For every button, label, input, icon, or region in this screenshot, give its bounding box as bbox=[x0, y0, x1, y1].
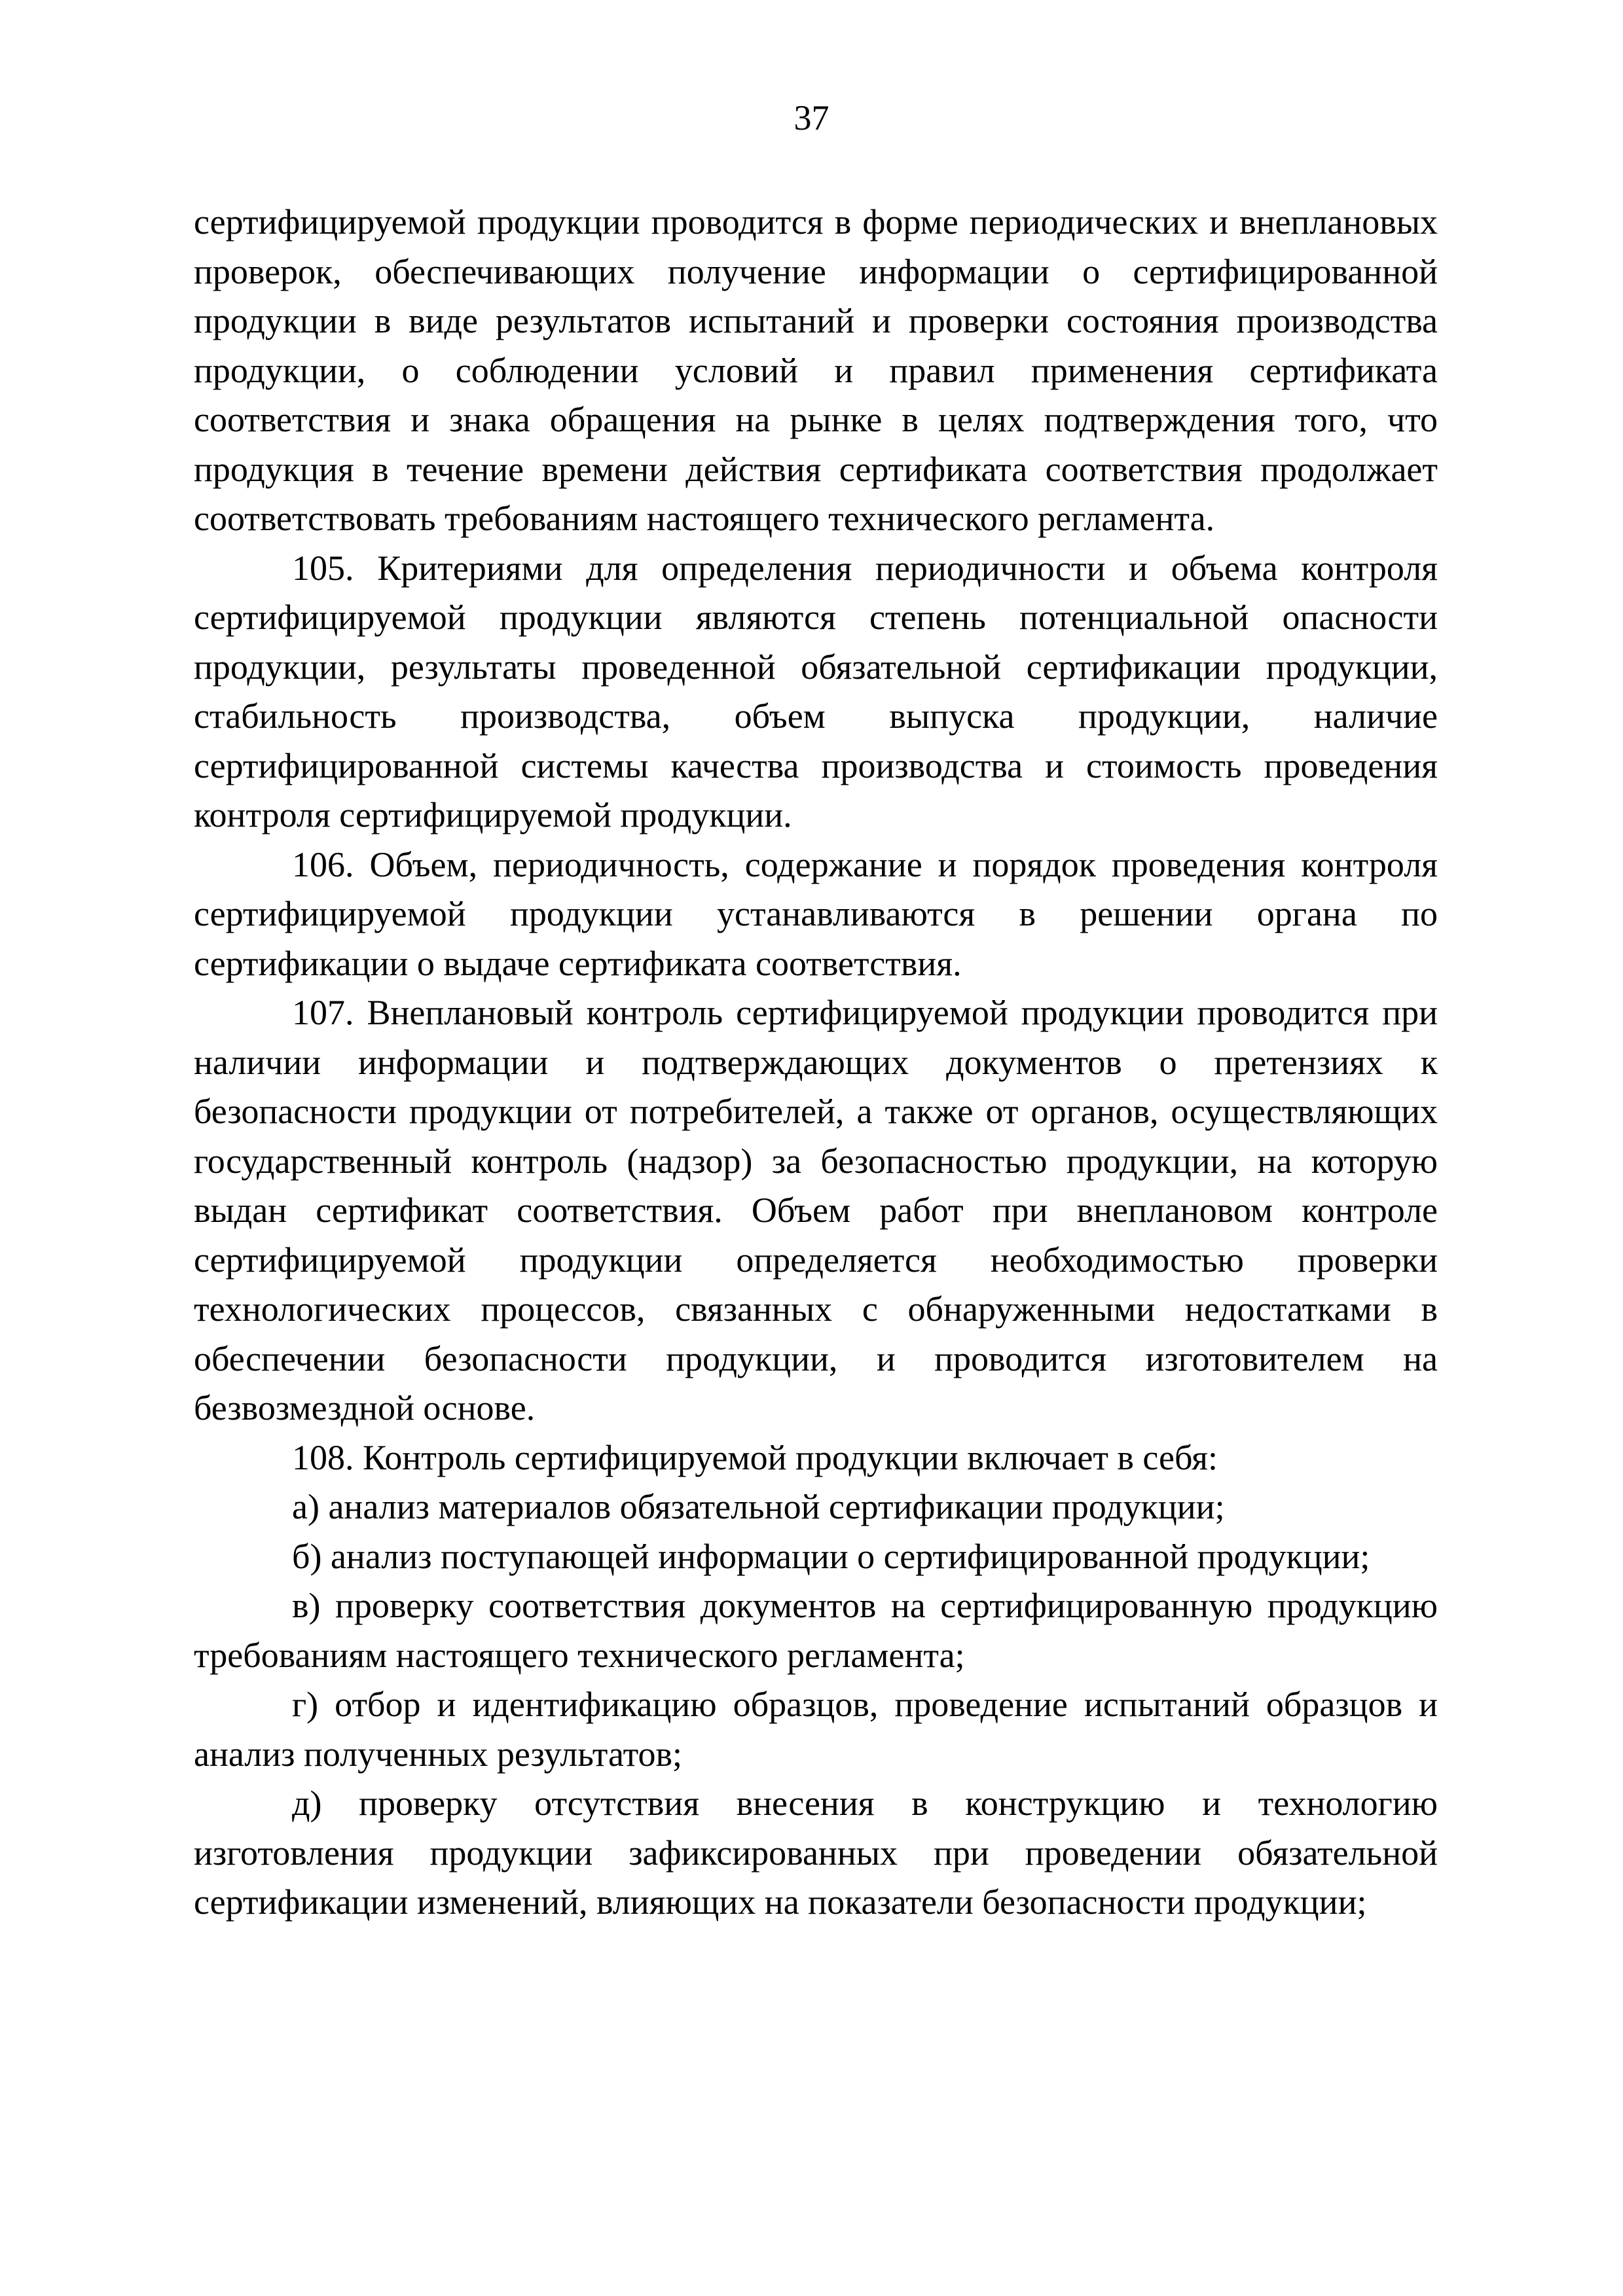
paragraph-105 bbox=[194, 544, 1438, 840]
list-item-marker: а) bbox=[292, 1487, 319, 1526]
paragraph-number: 106. bbox=[292, 844, 354, 884]
list-item-d bbox=[194, 1779, 1438, 1928]
list-item-a bbox=[194, 1482, 1438, 1532]
list-item-marker: г) bbox=[292, 1685, 319, 1724]
list-item-marker: б) bbox=[292, 1536, 322, 1576]
paragraph-number: 105. bbox=[292, 548, 354, 588]
document-body bbox=[194, 198, 1438, 1928]
page-number: 37 bbox=[793, 98, 830, 137]
list-item-v bbox=[194, 1581, 1438, 1680]
list-item-text: анализ поступающей информации о сертифицированной продукции; bbox=[330, 1536, 1370, 1576]
paragraph-108 bbox=[194, 1433, 1438, 1483]
list-item-marker: в) bbox=[292, 1586, 321, 1625]
list-item-text: проверку соответствия документов на сертифицированную продукцию требованиям настоящего технического регламента; bbox=[194, 1586, 1438, 1675]
list-item-text: анализ материалов обязательной сертификации продукции; bbox=[328, 1487, 1225, 1526]
list-item-text: отбор и идентификацию образцов, проведение испытаний образцов и анализ полученных результатов; bbox=[194, 1685, 1438, 1774]
paragraph-106 bbox=[194, 840, 1438, 989]
paragraph-number: 108. bbox=[292, 1437, 354, 1477]
paragraph-number: 107. bbox=[292, 993, 354, 1032]
list-item-text: проверку отсутствия внесения в конструкцию и технологию изготовления продукции зафиксированных при проведении обязательной сертификации изменений, влияющих на показатели безопасности продукции; bbox=[194, 1784, 1438, 1922]
paragraph-text: сертифицируемой продукции проводится в форме периодических и внеплановых проверок, обеспечивающих получение информации о сертифицированной продукции в виде результатов испытаний и проверки состояния производства продукции, о соблюдении условий и правил применения сертификата соответствия и знака обращения на рынке в целях подтверждения того, что продукция в течение времени действия сертификата соответствия продолжает соответствовать требованиям настоящего технического регламента. bbox=[194, 202, 1438, 538]
paragraph-107 bbox=[194, 988, 1438, 1433]
paragraph-continuation bbox=[194, 198, 1438, 544]
list-item-g bbox=[194, 1680, 1438, 1779]
paragraph-text: Критериями для определения периодичности и объема контроля сертифицируемой продукции являются степень потенциальной опасности продукции, результаты проведенной обязательной сертификации продукции, стабильность производства, объем выпуска продукции, наличие сертифицированной системы качества производства и стоимость проведения контроля сертифицируемой продукции. bbox=[194, 548, 1438, 834]
paragraph-text: Контроль сертифицируемой продукции включает в себя: bbox=[363, 1437, 1218, 1477]
list-item-b bbox=[194, 1532, 1438, 1582]
paragraph-text: Внеплановый контроль сертифицируемой продукции проводится при наличии информации и подтверждающих документов о претензиях к безопасности продукции от потребителей, а также от органов, осуществляющих государственный контроль (надзор) за безопасностью продукции, на которую выдан сертификат соответствия. Объем работ при внеплановом контроле сертифицируемой продукции определяется необходимостью проверки технологических процессов, связанных с обнаруженными недостатками в обеспечении безопасности продукции, и проводится изготовителем на безвозмездной основе. bbox=[194, 993, 1438, 1427]
list-item-marker: д) bbox=[292, 1784, 322, 1823]
paragraph-text: Объем, периодичность, содержание и порядок проведения контроля сертифицируемой продукции устанавливаются в решении органа по сертификации о выдаче сертификата соответствия. bbox=[194, 844, 1438, 983]
